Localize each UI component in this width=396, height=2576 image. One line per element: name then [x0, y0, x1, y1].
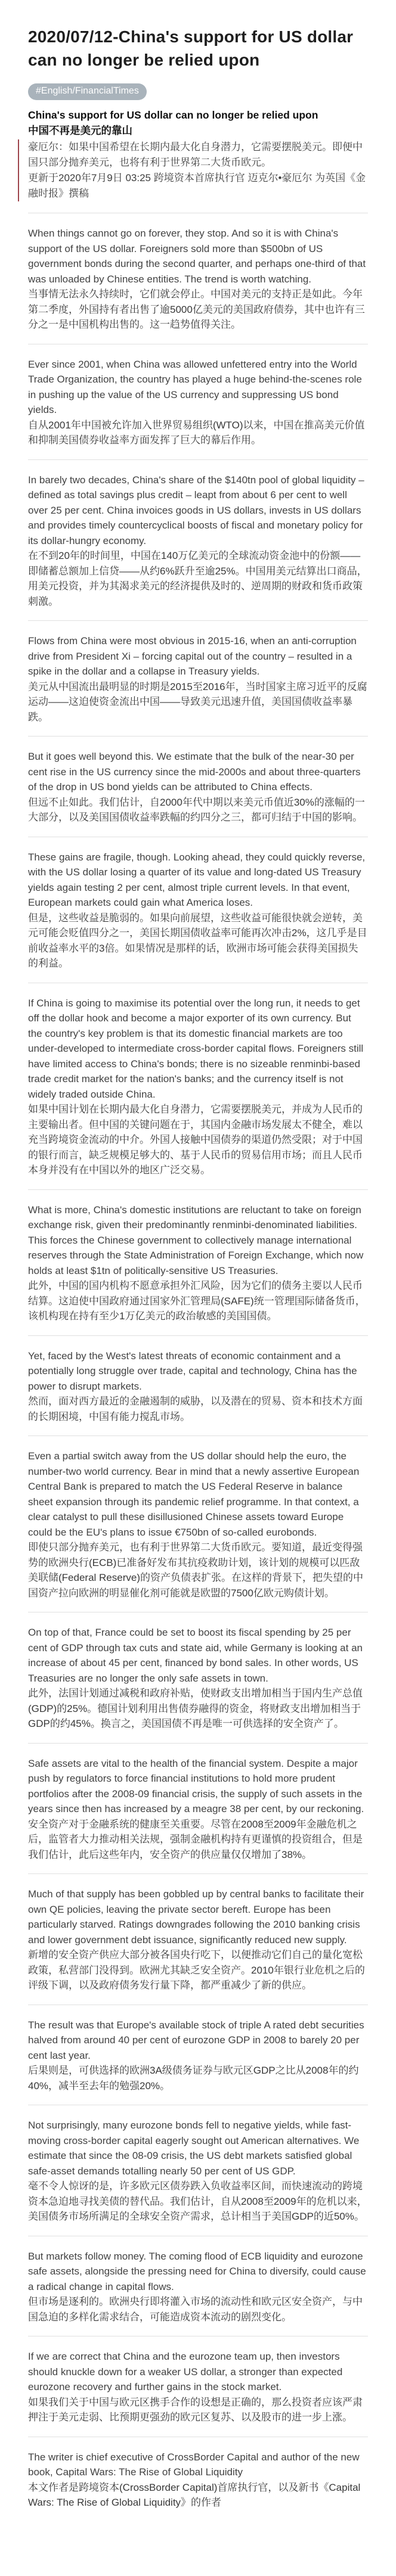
- paragraph-zh: 但市场是逐利的。欧洲央行即将灌入市场的流动性和欧元区安全资产，与中国急迫的多样化需求结合，可能造成资本流动的剧烈变化。: [28, 2296, 363, 2323]
- paragraph-zh: 在不到20年的时间里，中国在140万亿美元的全球流动资金池中的份额——即储蓄总额加上信贷——从约6%跃升至逾25%。中国用美元结算出口商品，用美元投资，并为其渴求美元的经济提供及时的、逆周期的财政和货币政策刺激。: [28, 550, 367, 607]
- article-section: [28, 1449, 368, 1601]
- paragraph-en: The result was that Europe's available stock of triple A rated debt securities halved from around 40 per cent of eurozone GDP in 2008 to barely 20 per cent last year.: [28, 2019, 364, 2061]
- article-section: [28, 1348, 368, 1425]
- paragraph-zh: 本文作者是跨境资本(CrossBorder Capital)首席执行官，以及新书《Capital Wars: The Rise of Global Liquidity》的作者: [28, 2481, 361, 2508]
- paragraph-en: Safe assets are vital to the health of the financial system. Despite a major push by regulators to force financial institutions to hold more prudent portfolios after the 2008-09 financial crisis, the supply of such assets in the years since then has increased by a meagre 38 per cent, by our reckoning.: [28, 1757, 364, 1814]
- paragraph-en: When things cannot go on forever, they stop. And so it is with China's support of the US dollar. Foreigners sold more than $500bn of US government bonds during the second quarter, and perhaps one-third of that was unloaded by Chinese entities. The trend is worth watching.: [28, 228, 366, 285]
- section-divider: [28, 1335, 368, 1336]
- paragraph-zh: 但远不止如此。我们估计，自2000年代中期以来美元币值近30%的涨幅的一大部分，以及美国国债收益率跌幅的约四分之三，都可归结于中国的影响。: [28, 796, 365, 823]
- article-section: [28, 357, 368, 448]
- article-header: [28, 25, 368, 201]
- paragraph-zh: 即使只部分抛弃美元，也有利于世界第二大货币欧元。要知道，最近变得强势的欧洲央行(ECB)已准备好发布其抗疫救助计划，该计划的规模可以匹敌美联储(Federal Reserve)的资产负债表扩张。在这样的背景下，把失望的中国资产拉向欧洲的明显催化剂可能就是欧盟的7500亿欧元购债计划。: [28, 1542, 363, 1599]
- paragraph-en: Flows from China were most obvious in 2015-16, when an anti-corruption drive from President Xi – forcing capital out of the country – resulted in a spike in the dollar and a collapse in Treasury yields.: [28, 635, 357, 677]
- paragraph-zh: 安全资产对于金融系统的健康至关重要。尽管在2008至2009年金融危机之后，监管者大力推动相关法规，强制金融机构持有更谨慎的投资组合，但是我们估计，此后这些年内，安全资产的供应量仅仅增加了38%。: [28, 1818, 363, 1860]
- paragraph-zh: 新增的安全资产供应大部分被各国央行吃下，以便推动它们自己的量化宽松政策，私营部门没得到。欧洲尤其缺乏安全资产。2010年银行业危机之后的评级下调，以及政府债务发行量下降，都严重减少了新的供应。: [28, 1949, 365, 1991]
- section-divider: [28, 1189, 368, 1190]
- paragraph-en: Much of that supply has been gobbled up by central banks to facilitate their own QE policies, leaving the private sector bereft. Europe has been particularly starved. Ratings downgrades following the 2010 banking crisis and lower government debt issuance, significantly reduced new supply.: [28, 1888, 364, 1946]
- headline-zh: 中国不再是美元的靠山: [28, 125, 132, 136]
- article-section: [28, 473, 368, 610]
- article-section: [28, 996, 368, 1178]
- article-section: [28, 749, 368, 825]
- quote-attribution: 更新于2020年7月9日 03:25 跨境资本首席执行官 迈克尔•豪厄尔 为英国《金融时报》撰稿: [28, 172, 366, 199]
- paragraph-zh: 自从2001年中国被允许加入世界贸易组织(WTO)以来，中国在推高美元价值和抑制美国债券收益率方面发挥了巨大的幕后作用。: [28, 419, 365, 446]
- paragraph-zh: 毫不令人惊讶的是，许多欧元区债券跌入负收益率区间，而快速流动的跨境资本急迫地寻找美债的替代品。我们估计，自从2008至2009年的危机以来，美国债务市场所满足的全球安全资产需求，总计相当于美国GDP的近50%。: [28, 2180, 367, 2222]
- article-section: [28, 633, 368, 725]
- lead-quote: [18, 139, 368, 201]
- section-divider: [28, 1873, 368, 1874]
- paragraph-en: Ever since 2001, when China was allowed unfettered entry into the World Trade Organization, the country has played a huge behind-the-scenes role in pushing up the value of the US currency and suppressing US bond yields.: [28, 358, 362, 415]
- paragraph-en: Yet, faced by the West's latest threats of economic containment and a potentially long struggle over trade, capital and technology, China has the power to disrupt markets.: [28, 1350, 357, 1392]
- paragraph-zh: 此外，法国计划通过减税和政府补贴，使财政支出增加相当于国内生产总值(GDP)的25%。德国计划利用出售债券融得的资金，将财政支出增加相当于GDP的约45%。换言之，美国国债不再是唯一可供选择的安全资产了。: [28, 1688, 363, 1729]
- article-section: [28, 2349, 368, 2425]
- paragraph-en: If we are correct that China and the eurozone team up, then investors should knuckle down for a weaker US dollar, a stronger than expected eurozone recovery and further gains in the stock market.: [28, 2351, 343, 2392]
- article-section: [28, 2450, 368, 2510]
- article-section: [28, 1756, 368, 1863]
- section-divider: [28, 1435, 368, 1436]
- article-page: [28, 0, 368, 2576]
- tag-pill[interactable]: [28, 83, 147, 100]
- article-section: [28, 2018, 368, 2094]
- tag-label: #English/FinancialTimes: [36, 86, 139, 96]
- quote-text: 豪厄尔：如果中国希望在长期内最大化自身潜力，它需要摆脱美元。即便中国只部分抛弃美元，也将有利于世界第二大货币欧元。: [28, 141, 363, 168]
- paragraph-en: What is more, China's domestic institutions are reluctant to take on foreign exchange risk, given their predominantly renminbi-denominated liabilities. This forces the Chinese government to collectively manage international reserves through the State Administration of Foreign Exchange, which now holds at least $1tn of politically-sensitive US Treasuries.: [28, 1204, 364, 1276]
- paragraph-en: On top of that, France could be set to boost its fiscal spending by 25 per cent of GDP through tax cuts and state aid, while Germany is looking at an increase of about 45 per cent, financed by bond sales. In other words, US Treasuries are no longer the only safe assets in town.: [28, 1627, 363, 1684]
- paragraph-zh: 如果中国计划在长期内最大化自身潜力，它需要摆脱美元，并成为人民币的主要输出者。但中国的关键问题在于，其国内金融市场发展太不健全，难以充当跨境资金流动的中介。外国人接触中国债券的渠道仍然受限；对于中国的银行而言，缺乏规模足够大的、基于人民币的贸易信用市场；而且人民币本身并没有在中国以外的地区广泛交易。: [28, 1104, 363, 1176]
- section-divider: [28, 1743, 368, 1744]
- paragraph-en: Not surprisingly, many eurozone bonds fell to negative yields, while fast-moving cross-border capital eagerly sought out American alternatives. We estimate that since the 08-09 crisis, the US debt markets satisfied global safe-asset demands totalling nearly 50 per cent of US GDP.: [28, 2120, 360, 2177]
- article-section: [28, 1202, 368, 1324]
- paragraph-en: Even a partial switch away from the US dollar should help the euro, the number-two world currency. Bear in mind that a newly assertive European Central Bank is prepared to match the US Federal Reserve in balance sheet expansion through its pandemic relief programme. In that context, a clear catalyst to pull these disillusioned Chinese assets toward Europe could be the EU's plans to issue €750bn of so-called eurobonds.: [28, 1450, 360, 1538]
- section-divider: [28, 736, 368, 737]
- article-section: [28, 850, 368, 971]
- paragraph-en: These gains are fragile, though. Looking ahead, they could quickly reverse, with the US dollar losing a quarter of its value and long-dated US Treasury yields again testing 2 per cent, almost triple current levels. In that event, European markets could gain what America loses.: [28, 851, 366, 908]
- paragraph-zh: 此外，中国的国内机构不愿意承担外汇风险，因为它们的债务主要以人民币结算。这迫使中国政府通过国家外汇管理局(SAFE)统一管理国际储备货币，该机构现在持有至少1万亿美元的政治敏感的美国国债。: [28, 1280, 366, 1322]
- paragraph-en: But it goes well beyond this. We estimate that the bulk of the near-30 per cent rise in the US currency since the mid-2000s and about three-quarters of the drop in US bond yields can be attributed to China effects.: [28, 751, 361, 793]
- paragraph-zh: 然而，面对西方最近的金融遏制的威胁，以及潜在的贸易、资本和技术方面的长期困境，中国有能力搅乱市场。: [28, 1396, 363, 1422]
- headline-en: China's support for US dollar can no longer be relied upon: [28, 109, 318, 121]
- article-section: [28, 226, 368, 333]
- section-divider: [28, 459, 368, 460]
- article-body: [28, 226, 368, 2510]
- paragraph-en: The writer is chief executive of CrossBorder Capital and author of the new book, Capital Wars: The Rise of Global Liquidity: [28, 2451, 360, 2478]
- paragraph-zh: 但是，这些收益是脆弱的。如果向前展望，这些收益可能很快就会逆转，美元可能会贬值四分之一，美国长期国债收益率可能再次冲击2%，这几乎是目前收益率水平的3倍。如果情况是那样的话，欧洲市场可能会获得美国损失的利益。: [28, 912, 367, 969]
- paragraph-en: In barely two decades, China's share of the $140tn pool of global liquidity – defined as total savings plus credit – leapt from about 6 per cent to well over 25 per cent. China invoices goods in US dollars, invests in US dollars and provides timely countercyclical boosts of fiscal and monetary policy for its dollar-hungry economy.: [28, 474, 364, 546]
- paragraph-en: If China is going to maximise its potential over the long run, it needs to get off the dollar hook and become a major exporter of its own currency. But the country's key problem is that its domestic financial markets are too under-developed to intermediate cross-border capital flows. Foreigners still have limited access to China's bonds; there is no sizeable renminbi-based trade credit market for the nation's banks; and the currency itself is not widely traded outside China.: [28, 997, 364, 1100]
- article-section: [28, 2249, 368, 2325]
- article-section: [28, 2118, 368, 2224]
- article-section: [28, 1625, 368, 1732]
- paragraph-en: But markets follow money. The coming flood of ECB liquidity and eurozone safe assets, alongside the pressing need for China to diversify, could cause a radical change in capital flows.: [28, 2250, 366, 2292]
- paragraph-zh: 当事情无法永久持续时，它们就会停止。中国对美元的支持正是如此。今年第二季度，外国持有者出售了逾5000亿美元的美国政府债券，其中也许有三分之一是中国机构出售的。这一趋势值得关注。: [28, 288, 365, 330]
- paragraph-zh: 美元从中国流出最明显的时期是2015至2016年，当时国家主席习近平的反腐运动——这迫使资金流出中国——导致美元迅速升值，美国国债收益率暴跌。: [28, 680, 367, 723]
- paragraph-zh: 后果则是，可供选择的欧洲3A级债务证券与欧元区GDP之比从2008年的约40%，减半至去年的勉强20%。: [28, 2065, 359, 2092]
- paragraph-zh: 如果我们关于中国与欧元区携手合作的设想是正确的，那么投资者应该严肃押注于美元走弱、比预期更强劲的欧元区复苏、以及股市的进一步上涨。: [28, 2396, 363, 2423]
- section-divider: [28, 620, 368, 621]
- article-section: [28, 1887, 368, 1993]
- page-title: 2020/07/12-China's support for US dollar can no longer be relied upon: [28, 27, 354, 69]
